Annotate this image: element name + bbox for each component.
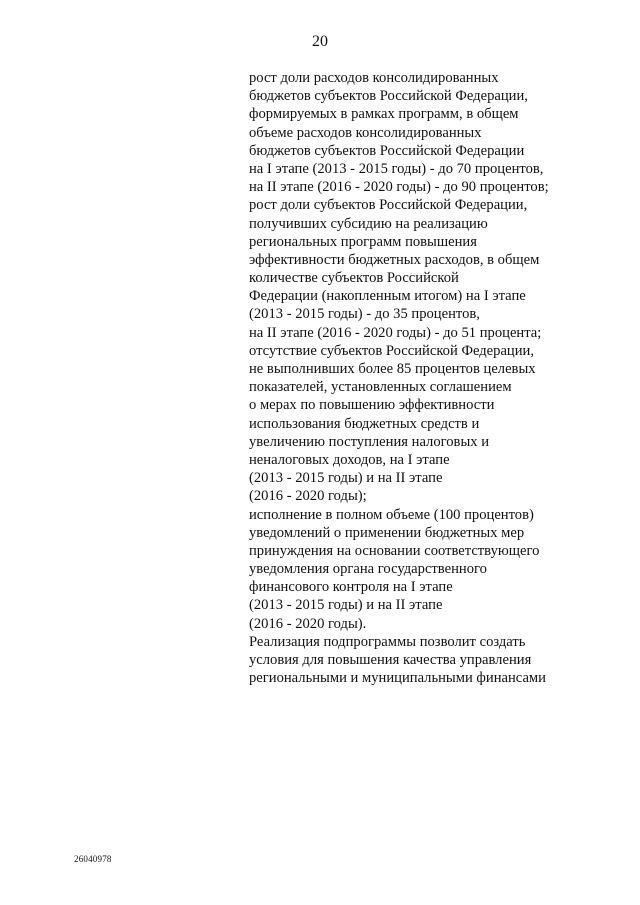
text-line: (2013 - 2015 годы) и на II этапе	[249, 597, 443, 614]
text-line: условия для повышения качества управления	[249, 652, 532, 668]
page-number: 20	[312, 33, 328, 50]
text-line: количестве субъектов Российской	[249, 270, 459, 287]
text-line: рост доли субъектов Российской Федерации,	[249, 197, 528, 214]
text-line: бюджетов субъектов Российской Федерации,	[249, 88, 528, 105]
text-line: исполнение в полном объеме (100 процентов)	[249, 506, 534, 523]
text-line: Реализация подпрограммы позволит создать	[249, 633, 526, 650]
text-line: бюджетов субъектов Российской Федерации	[249, 142, 525, 159]
text-line: на II этапе (2016 - 2020 годы) - до 90 процентов;	[249, 179, 549, 196]
text-line: отсутствие субъектов Российской Федерации,	[249, 342, 535, 359]
text-line: принуждения на основании соответствующего	[249, 542, 540, 559]
text-line: (2016 - 2020 годы);	[249, 488, 367, 505]
text-line: эффективности бюджетных расходов, в общем	[249, 251, 540, 268]
text-line: уведомления органа государственного	[249, 561, 487, 578]
text-line: увеличению поступления налоговых и	[249, 433, 490, 450]
text-line: о мерах по повышению эффективности	[249, 397, 495, 414]
text-line: рост доли расходов консолидированных	[249, 70, 499, 86]
text-line: использования бюджетных средств и	[249, 415, 480, 432]
document-code: 26040978	[74, 854, 112, 864]
text-line: уведомлений о применении бюджетных мер	[249, 524, 525, 541]
text-line: на II этапе (2016 - 2020 годы) - до 51 процента;	[249, 324, 542, 341]
text-line: региональных программ повышения	[249, 233, 477, 250]
text-line: получивших субсидию на реализацию	[249, 215, 488, 232]
text-line: Федерации (накопленным итогом) на I этапе	[249, 288, 526, 305]
text-line: не выполнивших более 85 процентов целевых	[249, 361, 536, 377]
text-line: показателей, установленных соглашением	[249, 379, 512, 396]
text-line: (2016 - 2020 годы).	[249, 615, 367, 632]
text-line: финансового контроля на I этапе	[249, 579, 453, 596]
body-text-column	[249, 69, 569, 687]
text-line: формируемых в рамках программ, в общем	[249, 106, 519, 123]
text-line: (2013 - 2015 годы) и на II этапе	[249, 470, 443, 487]
text-line: на I этапе (2013 - 2015 годы) - до 70 процентов,	[249, 160, 544, 177]
text-line: региональными и муниципальными финансами	[249, 670, 546, 687]
text-line: объеме расходов консолидированных	[249, 124, 482, 141]
text-line: (2013 - 2015 годы) - до 35 процентов,	[249, 306, 480, 323]
text-line: неналоговых доходов, на I этапе	[249, 451, 450, 468]
